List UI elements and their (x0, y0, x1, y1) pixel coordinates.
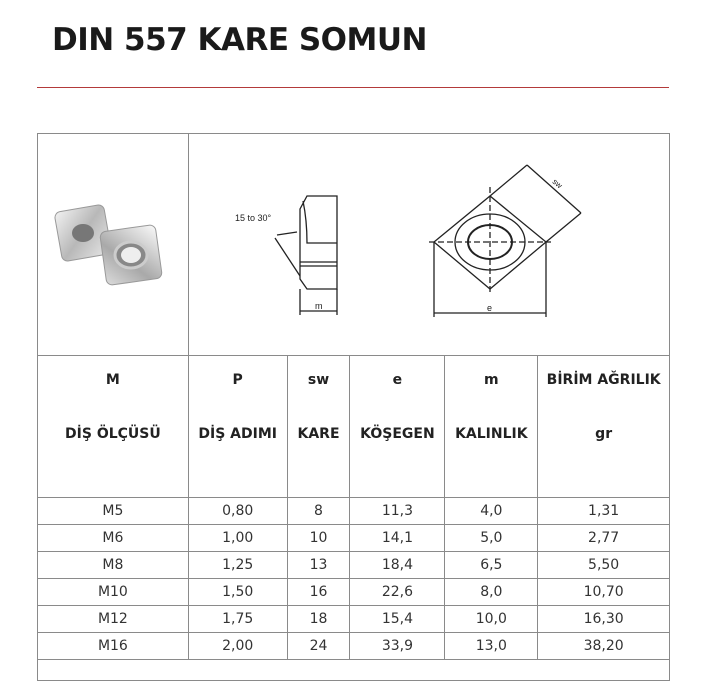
spec-table (37, 133, 670, 681)
e-dimension-label: e (486, 302, 492, 313)
header-symbol: P (232, 372, 243, 388)
header-cell (350, 356, 445, 498)
table-row (38, 525, 670, 552)
table-cell: 18 (287, 606, 350, 633)
table-cell: M10 (38, 579, 189, 606)
header-cell (538, 356, 670, 498)
table-cell: 2,77 (538, 525, 670, 552)
m-dimension-label: m (314, 300, 323, 311)
header-cell (445, 356, 538, 498)
angle-label: 15 to 30° (234, 212, 271, 223)
square-nut-photo (48, 188, 178, 298)
table-cell: 33,9 (350, 633, 445, 660)
table-cell: 5,50 (538, 552, 670, 579)
table-cell: 5,0 (445, 525, 538, 552)
table-cell: 1,75 (188, 606, 287, 633)
header-symbol: BİRİM AĞRILIK (546, 372, 661, 388)
header-symbol: m (484, 372, 499, 388)
header-symbol: e (392, 372, 403, 388)
table-cell: 18,4 (350, 552, 445, 579)
table-row (38, 606, 670, 633)
table-cell: 15,4 (350, 606, 445, 633)
table-cell: 8,0 (445, 579, 538, 606)
technical-drawing (189, 145, 589, 345)
table-cell: 14,1 (350, 525, 445, 552)
technical-drawing-cell (188, 134, 669, 356)
header-desc: DİŞ ÖLÇÜSÜ (65, 426, 161, 442)
table-cell: 2,00 (188, 633, 287, 660)
table-cell: 13 (287, 552, 350, 579)
table-cell: 38,20 (538, 633, 670, 660)
empty-row (38, 660, 670, 681)
table-cell: 22,6 (350, 579, 445, 606)
table-cell: 11,3 (350, 498, 445, 525)
table-cell: M16 (38, 633, 189, 660)
table-cell: 6,5 (445, 552, 538, 579)
title-divider (37, 87, 669, 88)
table-cell: 16 (287, 579, 350, 606)
table-cell: M6 (38, 525, 189, 552)
table-cell: 4,0 (445, 498, 538, 525)
empty-cell (38, 660, 670, 681)
header-desc: KALINLIK (455, 426, 528, 442)
header-cell (287, 356, 350, 498)
table-cell: M5 (38, 498, 189, 525)
header-symbol: sw (307, 372, 330, 388)
table-cell: 1,50 (188, 579, 287, 606)
table-cell: M8 (38, 552, 189, 579)
page-title: DIN 557 KARE SOMUN (52, 22, 428, 58)
header-cell (38, 356, 189, 498)
header-desc: KÖŞEGEN (360, 426, 435, 442)
product-photo-cell (38, 134, 189, 356)
table-cell: 24 (287, 633, 350, 660)
header-cell (188, 356, 287, 498)
table-row (38, 498, 670, 525)
table-cell: 10 (287, 525, 350, 552)
header-desc: gr (595, 426, 613, 442)
table-row (38, 633, 670, 660)
header-symbol: M (105, 372, 120, 388)
table-row (38, 552, 670, 579)
header-row (38, 356, 670, 498)
table-row (38, 579, 670, 606)
table-cell: 1,25 (188, 552, 287, 579)
table-cell: 13,0 (445, 633, 538, 660)
table-cell: 1,31 (538, 498, 670, 525)
table-cell: 10,70 (538, 579, 670, 606)
header-desc: DİŞ ADIMI (198, 426, 277, 442)
image-row (38, 134, 670, 356)
sw-dimension-label: sw (550, 176, 564, 190)
table-cell: 10,0 (445, 606, 538, 633)
header-desc: KARE (297, 426, 340, 442)
table-cell: M12 (38, 606, 189, 633)
table-cell: 1,00 (188, 525, 287, 552)
table-cell: 8 (287, 498, 350, 525)
table-cell: 0,80 (188, 498, 287, 525)
table-cell: 16,30 (538, 606, 670, 633)
